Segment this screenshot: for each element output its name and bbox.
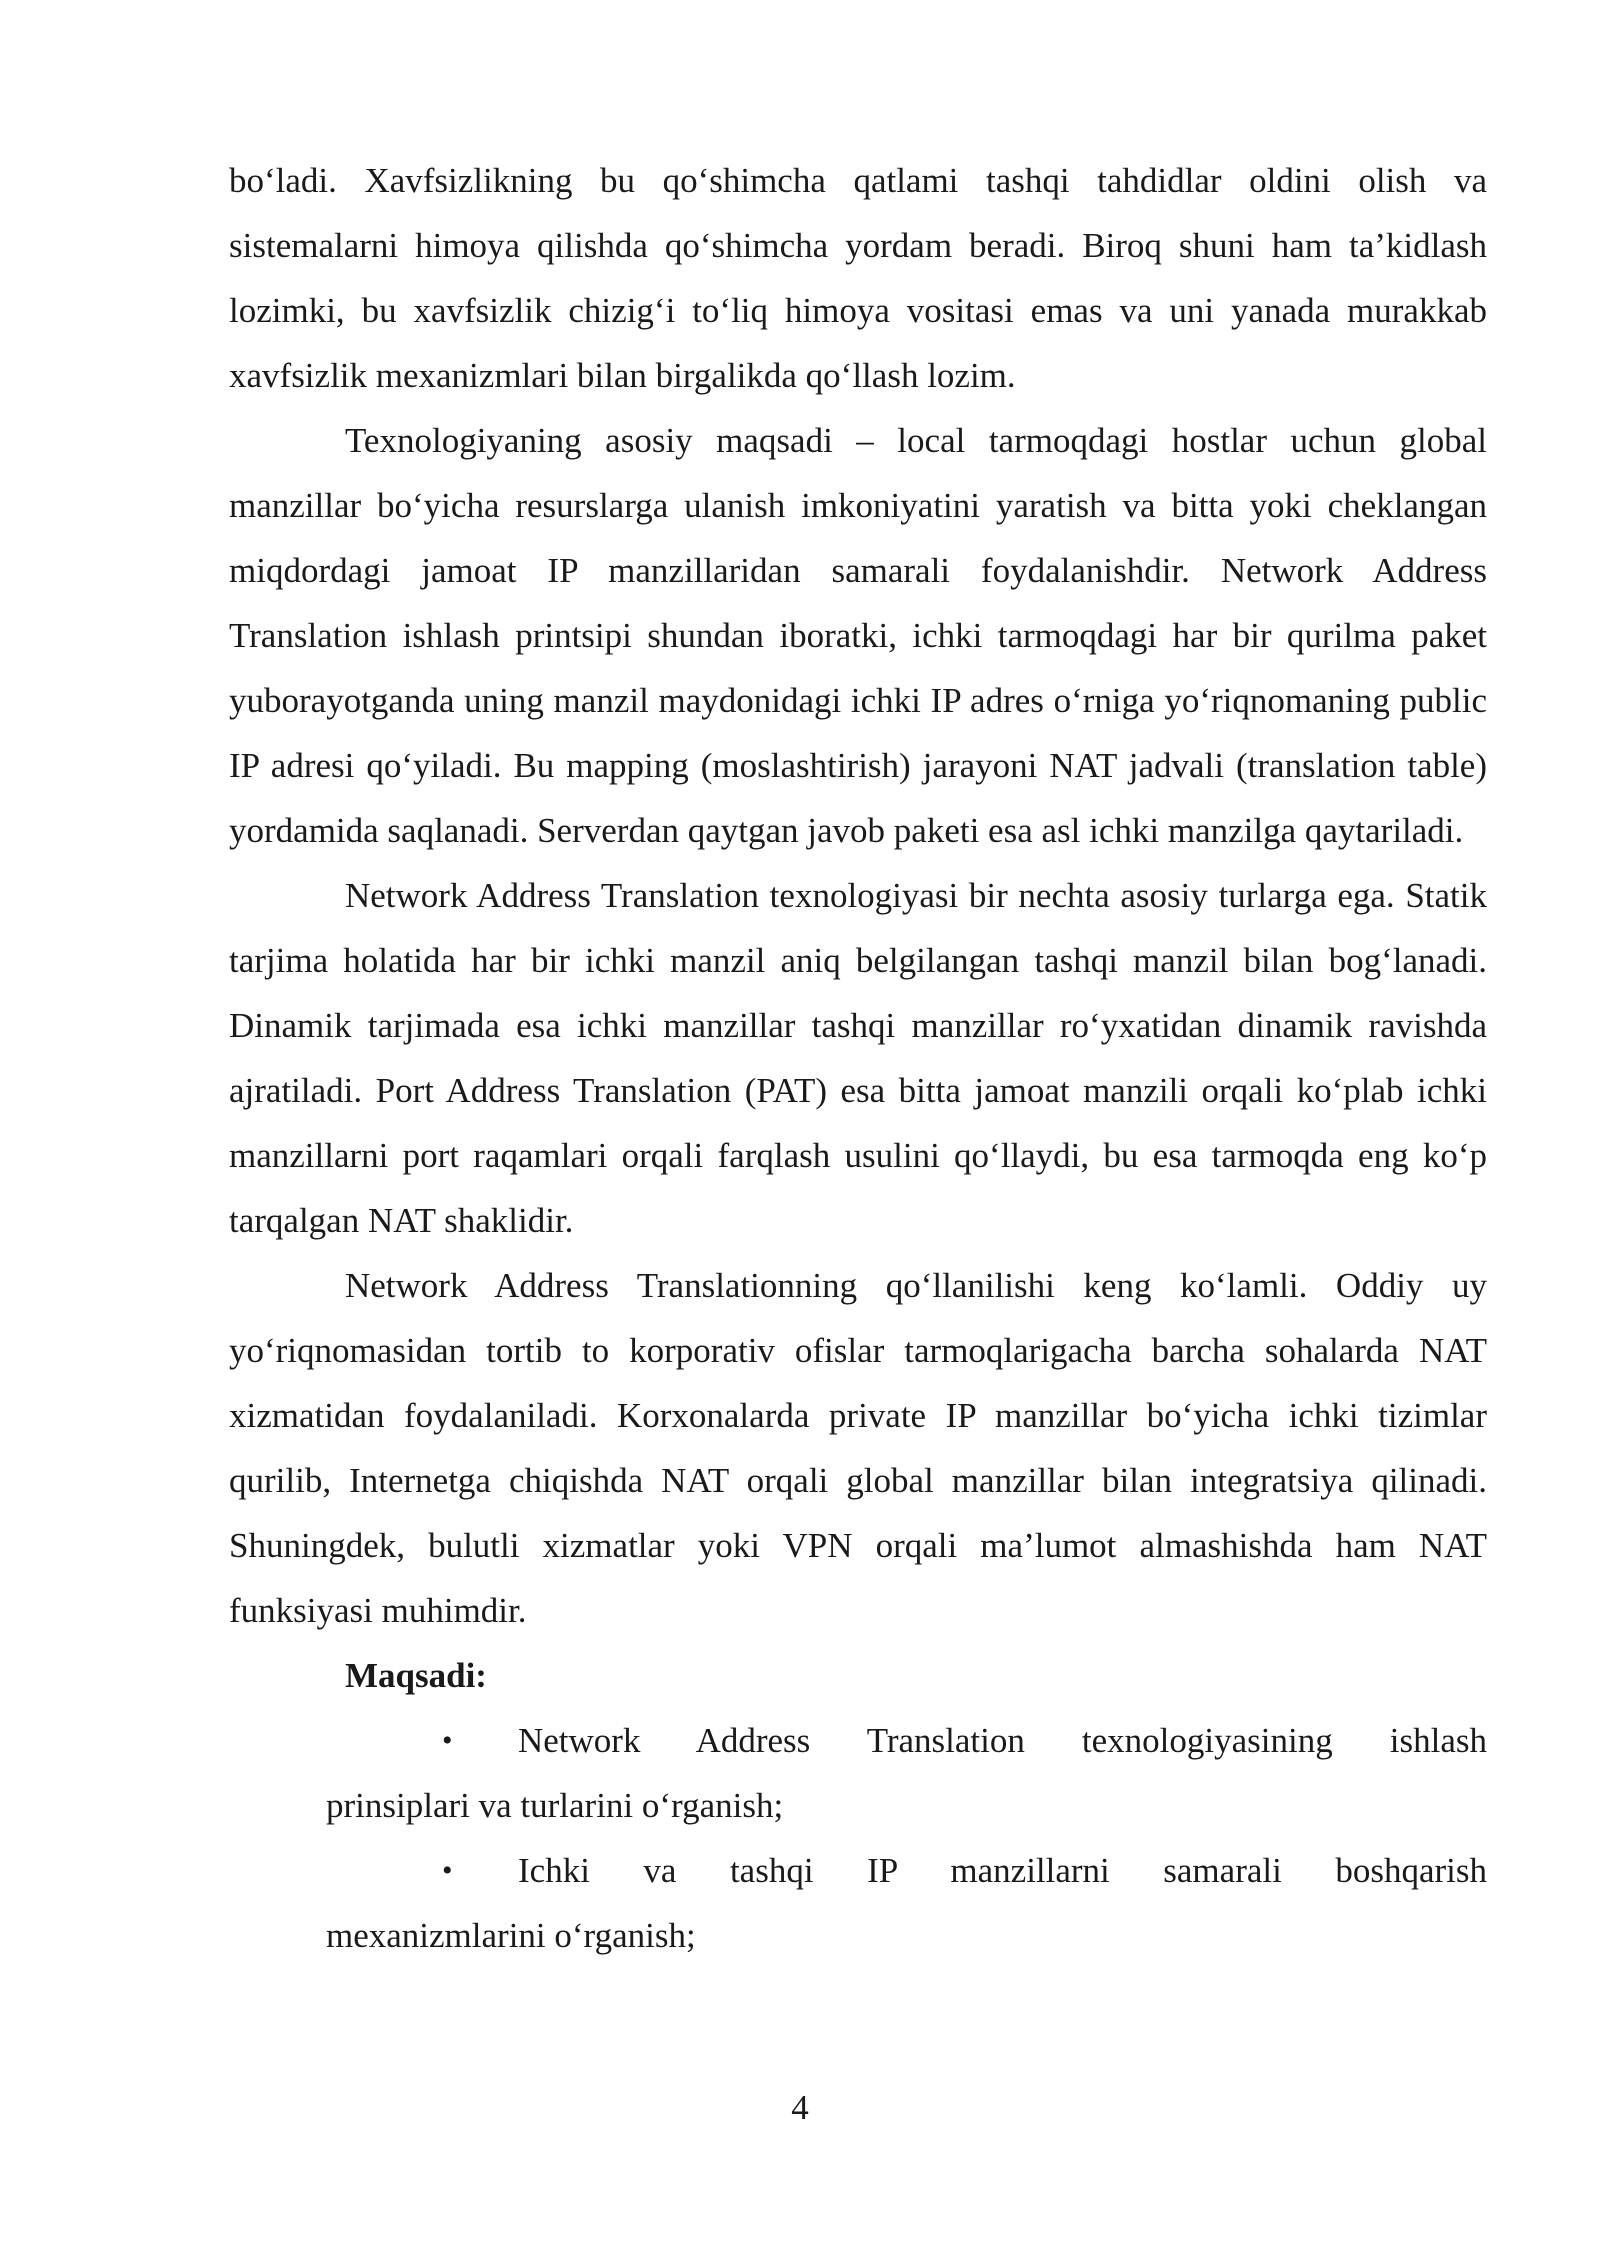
bullet-icon: • [442, 1724, 453, 1757]
paragraph-1: bo‘ladi. Xavfsizlikning bu qo‘shimcha qatlami tashqi tahdidlar oldini olish va sistemalarni himoya qilishda qo‘shimcha yordam beradi. Biroq shuni ham ta’kidlash lozimki, bu xavfsizlik chizig‘i to‘liq himoya vositasi emas va uni yanada murakkab xavfsizlik mexanizmlari bilan birgalikda qo‘llash lozim. [229, 161, 1487, 395]
paragraph-4: Network Address Translationning qo‘llanilishi keng ko‘lamli. Oddiy uy yo‘riqnomasidan tortib to korporativ ofislar tarmoqlarigacha barcha sohalarda NAT xizmatidan foydalaniladi. Korxonalarda private IP manzillar bo‘yicha ichki tizimlar qurilib, Internetga chiqishda NAT orqali global manzillar bilan integratsiya qilinadi. Shuningdek, bulutli xizmatlar yoki VPN orqali ma’lumot almashishda ham NAT funksiyasi muhimdir. [229, 1266, 1487, 1630]
document-page [229, 148, 1487, 1968]
list-item-first-line [442, 1708, 1487, 1773]
paragraph-2: Texnologiyaning asosiy maqsadi – local tarmoqdagi hostlar uchun global manzillar bo‘yicha resurslarga ulanish imkoniyatini yaratish va bitta yoki cheklangan miqdordagi jamoat IP manzillaridan samarali foydalanishdir. Network Address Translation ishlash printsipi shundan iboratki, ichki tarmoqdagi har bir qurilma paket yuborayotganda uning manzil maydonidagi ichki IP adres o‘rniga yo‘riqnomaning public IP adresi qo‘yiladi. Bu mapping (moslashtirish) jarayoni NAT jadvali (translation table) yordamida saqlanadi. Serverdan qaytgan javob paketi esa asl ichki manzilga qaytariladi. [229, 421, 1487, 850]
goals-list [229, 1708, 1487, 1968]
section-heading: Maqsadi: [345, 1656, 487, 1695]
list-item [229, 1838, 1487, 1968]
list-item-line1: Network Address Translation texnologiyasining ishlash [518, 1721, 1487, 1760]
bullet-icon: • [442, 1854, 453, 1887]
list-item-line1: Ichki va tashqi IP manzillarni samarali boshqarish [518, 1851, 1487, 1890]
list-item [229, 1708, 1487, 1838]
paragraph-3: Network Address Translation texnologiyasi bir nechta asosiy turlarga ega. Statik tarjima holatida har bir ichki manzil aniq belgilangan tashqi manzil bilan bog‘lanadi. Dinamik tarjimada esa ichki manzillar tashqi manzillar ro‘yxatidan dinamik ravishda ajratiladi. Port Address Translation (PAT) esa bitta jamoat manzili orqali ko‘plab ichki manzillarni port raqamlari orqali farqlash usulini qo‘llaydi, bu esa tarmoqda eng ko‘p tarqalgan NAT shaklidir. [229, 876, 1487, 1240]
list-item-first-line [442, 1838, 1487, 1903]
list-item-rest: prinsiplari va turlarini o‘rganish; [326, 1786, 784, 1825]
list-item-rest: mexanizmlarini o‘rganish; [326, 1916, 696, 1955]
page-number: 4 [791, 2088, 809, 2127]
